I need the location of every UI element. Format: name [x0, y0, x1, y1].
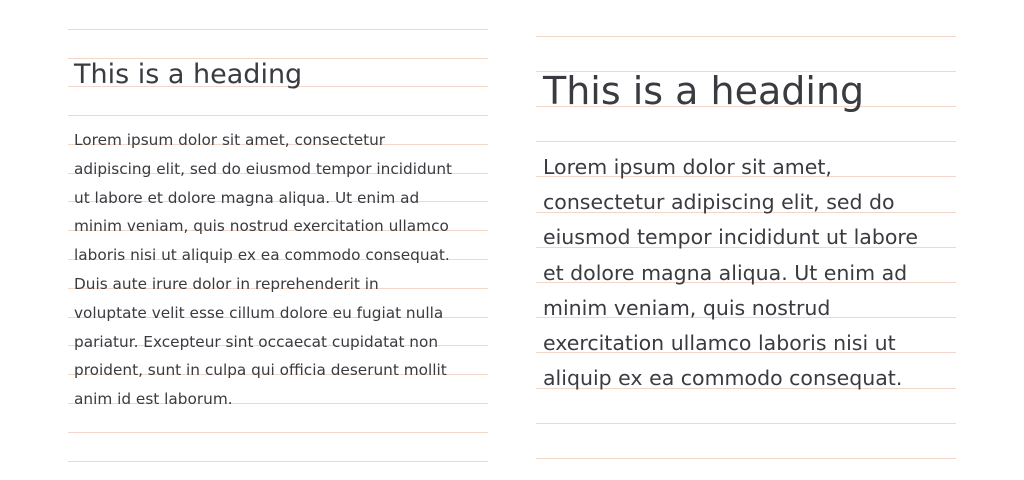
baseline-rule [68, 432, 488, 433]
baseline-rule [536, 141, 956, 142]
right-typography-sample [536, 0, 956, 480]
left-paragraph: Lorem ipsum dolor sit amet, consectetur adipiscing elit, sed do eiusmod tempor incididunt ut labore et dolore magna aliqua. Ut enim ad minim veniam, quis nostrud exercitation ullamco laboris nisi ut aliquip ex ea commodo consequat. Duis aute irure dolor in reprehenderit in voluptate velit esse cillum dolore eu fugiat nulla pariatur. Excepteur sint occaecat cupidatat non proident, sunt in culpa qui officia deserunt mollit anim id est laborum. [74, 131, 453, 409]
baseline-rule [536, 36, 956, 37]
baseline-rule [536, 423, 956, 424]
baseline-rule [68, 461, 488, 462]
baseline-rule [536, 458, 956, 459]
baseline-rule [68, 29, 488, 30]
left-heading: This is a heading [74, 59, 303, 90]
left-typography-sample [68, 0, 488, 480]
right-heading: This is a heading [543, 69, 865, 113]
baseline-rule [68, 115, 488, 116]
right-paragraph: Lorem ipsum dolor sit amet, consectetur adipiscing elit, sed do eiusmod tempor incididunt ut labore et dolore magna aliqua. Ut enim ad minim veniam, quis nostrud exercitation ullamco laboris nisi ut aliquip ex ea commodo consequat. [543, 155, 919, 391]
